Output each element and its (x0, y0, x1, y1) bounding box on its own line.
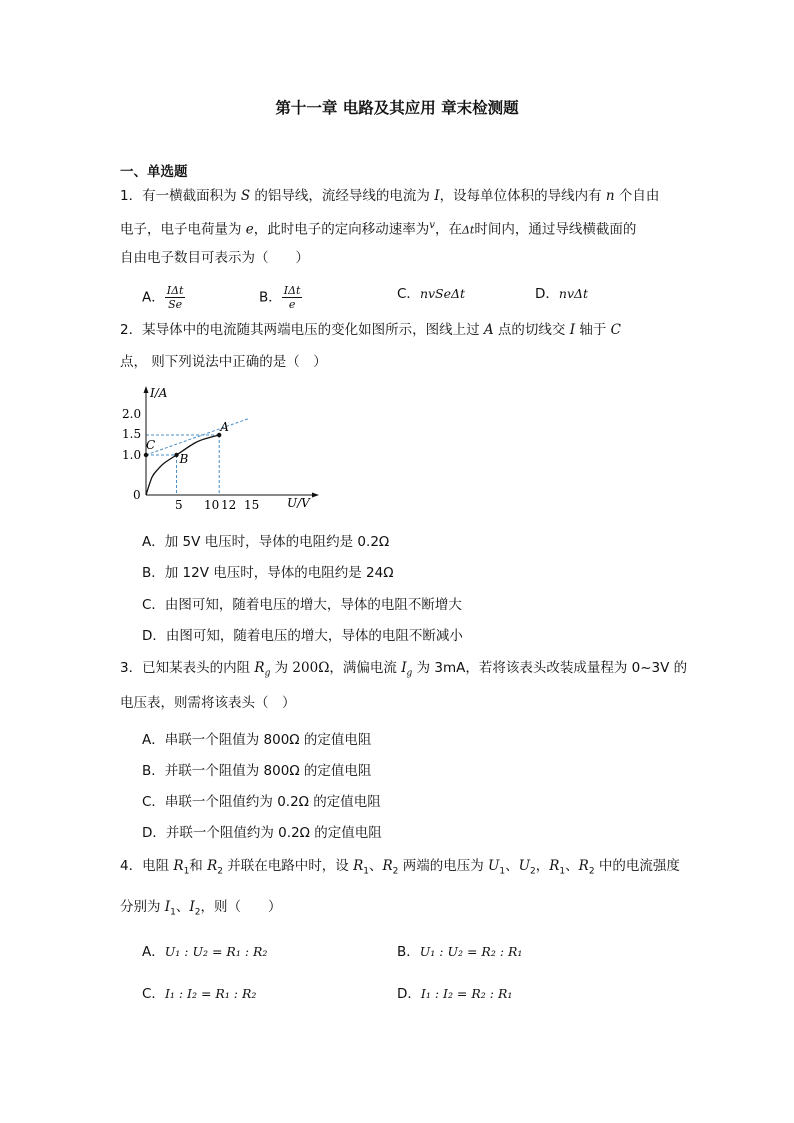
q4-option-c: C．I₁ : I₂ = R₁ : R₂ (142, 986, 257, 1002)
q3-option-a: A．串联一个阻值为 800Ω 的定值电阻 (142, 732, 372, 748)
point-C (144, 453, 148, 457)
q1-line1: 1．有一横截面积为 S 的铝导线，流经导线的电流为 I，设每单位体积的导线内有 n 个自由 (120, 188, 660, 204)
y-tick-2: 1.5 (122, 427, 142, 441)
q2-option-a: A．加 5V 电压时，导体的电阻约是 0.2Ω (142, 534, 390, 550)
x-axis-arrow (312, 493, 319, 498)
x-tick-5: 5 (175, 498, 183, 510)
section-heading: 一、单选题 (120, 164, 188, 180)
point-label-A: A (220, 420, 229, 434)
x-tick-12: 12 (221, 498, 237, 510)
q3-option-b: B．并联一个阻值为 800Ω 的定值电阻 (142, 763, 372, 779)
q1-option-b: B． $\frac{\text{IΔt}}{e}$ (259, 284, 301, 311)
q4-option-b: B．U₁ : U₂ = R₂ : R₁ (397, 944, 523, 960)
q1-option-d: D．nvΔt (535, 286, 589, 302)
point-label-C: C (146, 438, 156, 452)
chart-marks (144, 420, 229, 495)
q2-option-d: D．由图可知，随着电压的增大，导体的电阻不断减小 (142, 628, 463, 644)
q4-option-a: A．U₁ : U₂ = R₁ : R₂ (142, 944, 268, 960)
y-axis-label: I/A (150, 386, 168, 400)
chart-guides (146, 418, 250, 495)
q3-option-d: D．并联一个阻值约为 0.2Ω 的定值电阻 (142, 825, 382, 841)
q2-option-b: B．加 12V 电压时，导体的电阻约是 24Ω (142, 565, 394, 581)
q2-line1: 2．某导体中的电流随其两端电压的变化如图所示，图线上过 A 点的切线交 I 轴于 C (120, 322, 622, 338)
tangent-line (146, 418, 250, 455)
q1-line2: 电子，电子电荷量为 e，此时电子的定向移动速率为$^v$，在Δt时间内，通过导线横截面的 (120, 220, 637, 238)
x-tick-15: 15 (244, 498, 260, 510)
point-B (174, 453, 178, 457)
point-label-B: B (179, 452, 189, 466)
q1-option-c: C．nvSeΔt (397, 286, 466, 302)
q2-option-c: C．由图可知，随着电压的增大，导体的电阻不断增大 (142, 597, 462, 613)
q4-option-d: D．I₁ : I₂ = R₂ : R₁ (397, 986, 513, 1002)
page-title: 第十一章 电路及其应用 章末检测题 (275, 99, 519, 117)
x-tick-10: 10 (204, 498, 220, 510)
q4-line2: 分别为 $I_1$、$I_2$，则（ ） (120, 899, 282, 918)
iu-chart (115, 380, 335, 510)
y-tick-1: 1.0 (122, 448, 142, 462)
q2-line2: 点， 则下列说法中正确的是（ ） (120, 354, 327, 370)
y-axis-arrow (144, 386, 149, 393)
y-tick-3: 2.0 (122, 407, 142, 421)
x-axis-label: U/V (287, 496, 310, 510)
y-tick-0: 0 (133, 488, 141, 502)
q1-option-a: A． $\frac{\text{IΔt}}{Se}$ (142, 284, 184, 311)
q3-line2: 电压表，则需将该表头（ ） (120, 695, 296, 711)
q3-option-c: C．串联一个阻值约为 0.2Ω 的定值电阻 (142, 794, 381, 810)
q1-line3: 自由电子数目可表示为（ ） (120, 250, 309, 266)
q4-line1: 4．电阻 $R_1$和 $R_2$ 并联在电路中时，设 $R_1$、$R_2$ 两端的电压为 $U_1$、$U_2$，$R_1$、$R_2$ 中的电流强度 (120, 858, 680, 877)
q3-line1: 3．已知某表头的内阻 $R_g$ 为 200Ω，满偏电流 $I_g$ 为 3mA，若将该表头改装成量程为 0~3V 的 (120, 660, 688, 679)
